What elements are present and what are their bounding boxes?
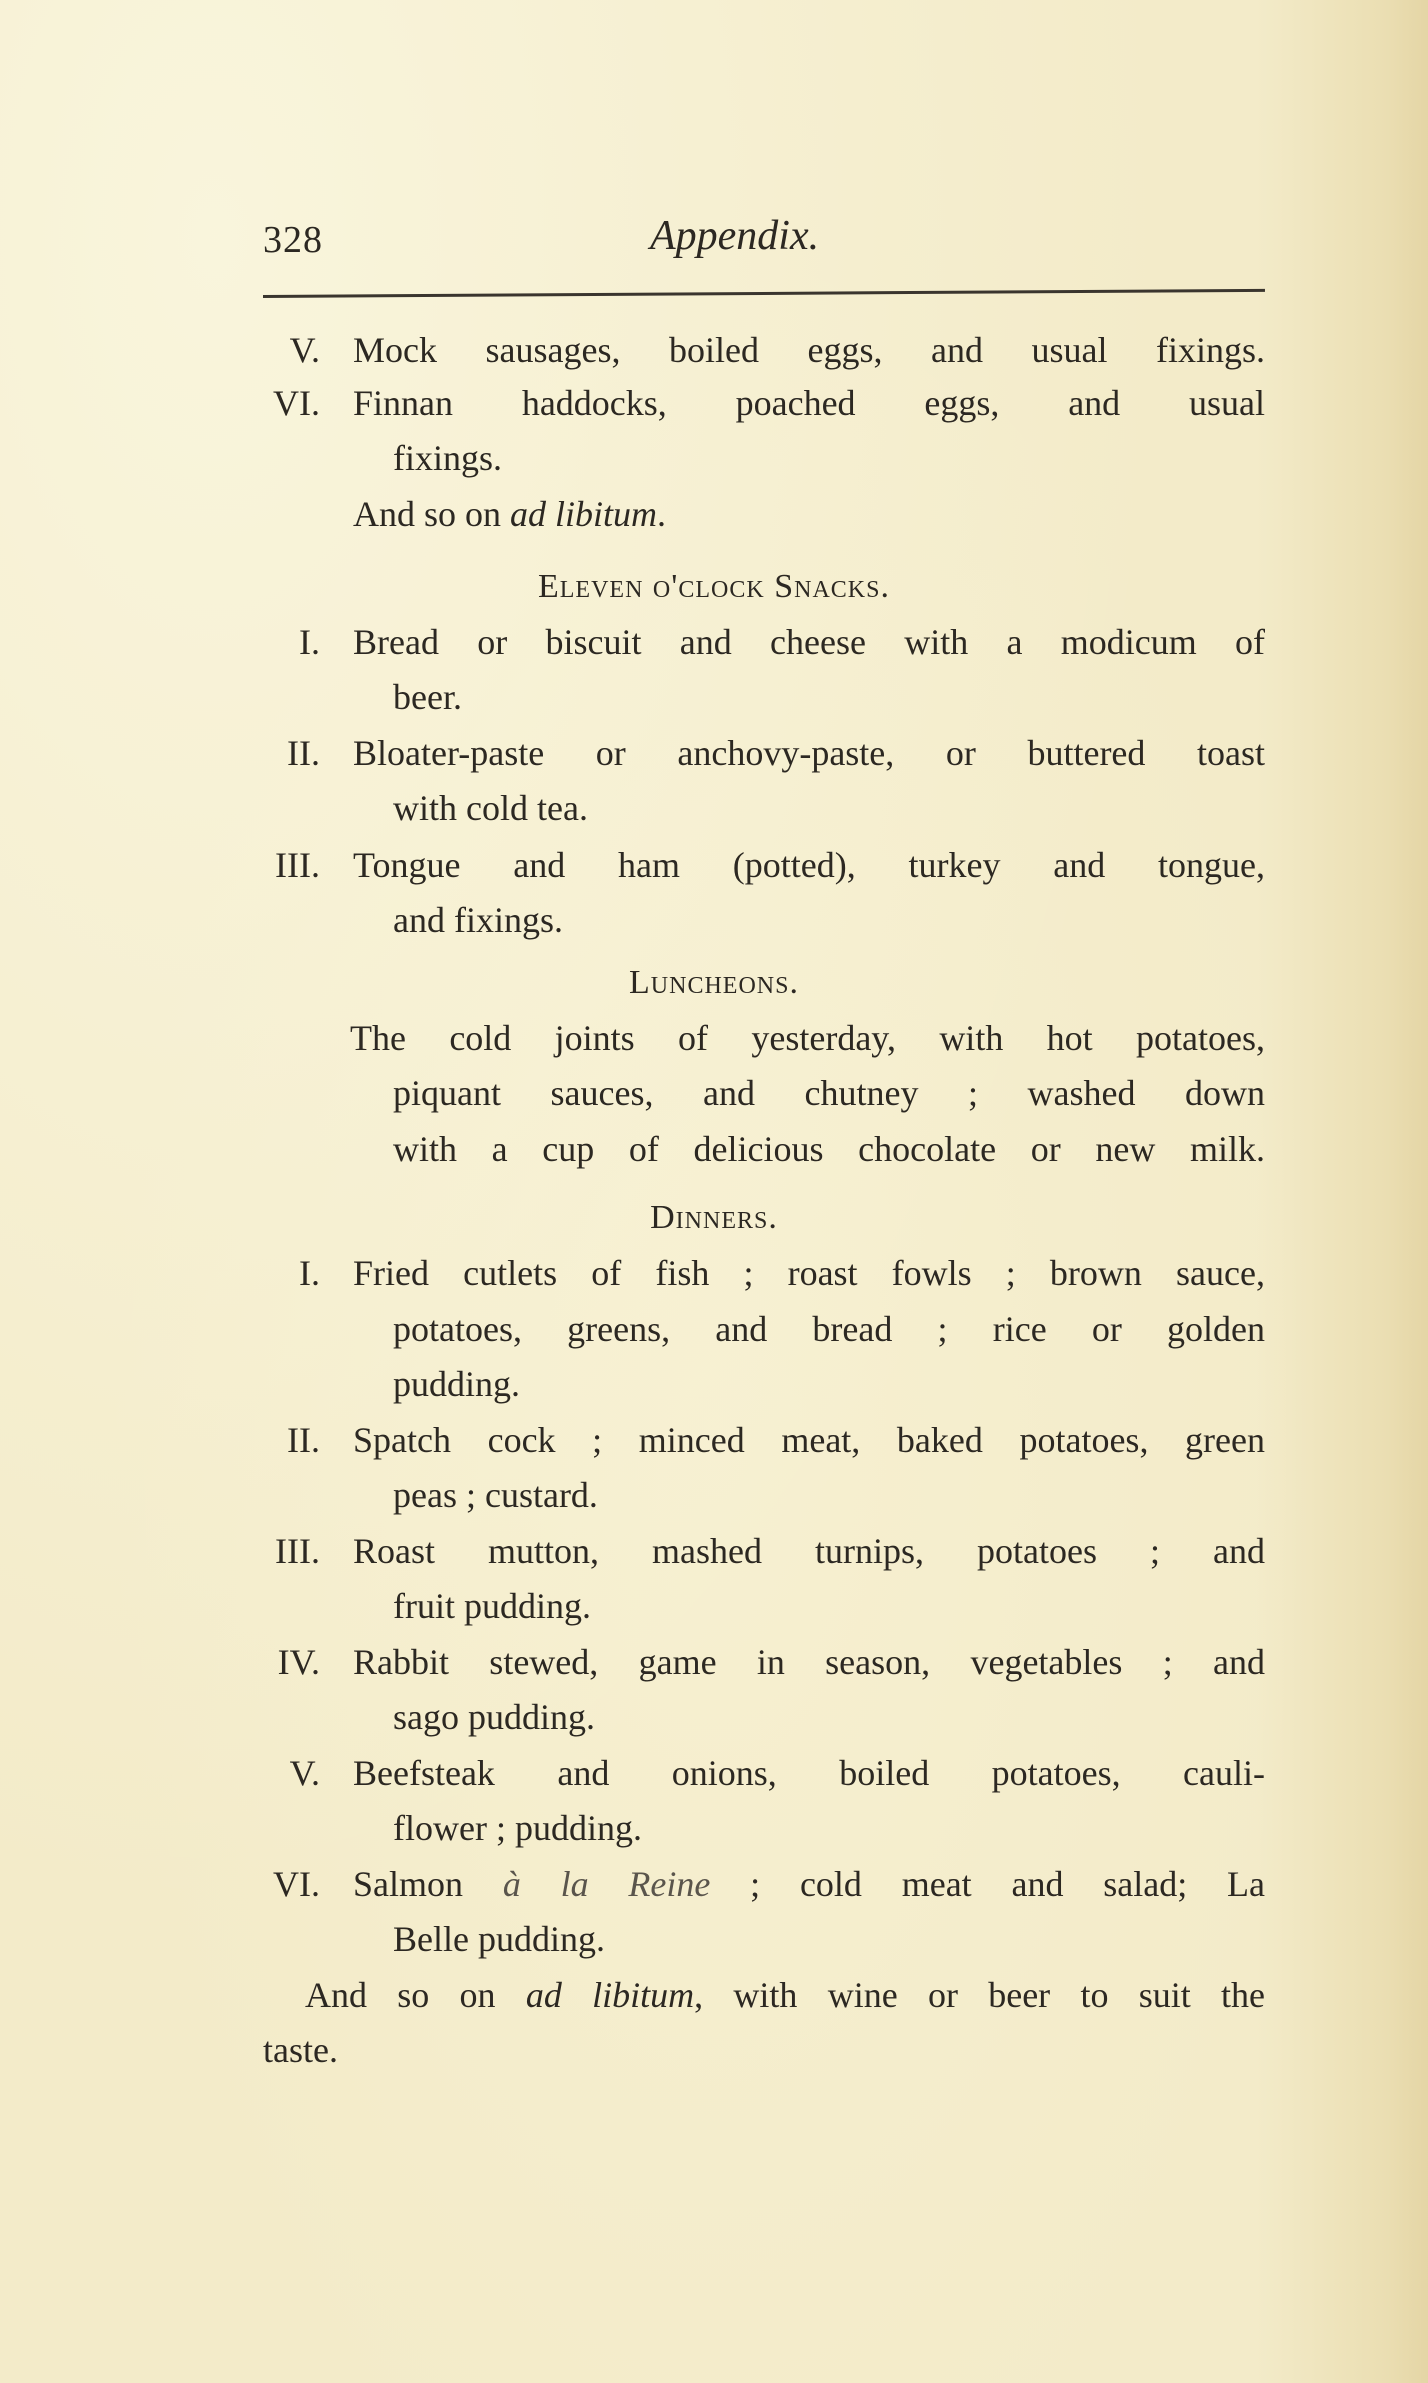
item-line: Beefsteak and onions, boiled potatoes, cauli- [353, 1753, 1265, 1793]
closing-text: And so on [305, 1975, 526, 2015]
item-numeral: II. [287, 1420, 320, 1460]
item-line: Roast mutton, mashed turnips, potatoes ; and [353, 1531, 1265, 1571]
item-numeral: I. [299, 1253, 320, 1293]
item-numeral: V. [289, 330, 320, 370]
closing-note [353, 494, 666, 534]
item-line: Belle pudding. [393, 1919, 605, 1959]
item-line: fruit pudding. [393, 1586, 591, 1626]
item-line: potatoes, greens, and bread ; rice or golden [393, 1309, 1265, 1349]
item-line: Mock sausages, boiled eggs, and usual fixings. [353, 330, 1265, 370]
item-italic: à la Reine [502, 1864, 711, 1904]
closing-suffix: , with wine or beer to suit the [694, 1975, 1265, 2015]
header-rule [263, 289, 1265, 298]
item-line: Tongue and ham (potted), turkey and tongue, [353, 845, 1265, 885]
item-line: beer. [393, 677, 462, 717]
item-line: Rabbit stewed, game in season, vegetables ; and [353, 1642, 1265, 1682]
item-numeral: II. [287, 733, 320, 773]
item-numeral: V. [289, 1753, 320, 1793]
closing-italic: ad libitum [525, 1975, 695, 2015]
section-heading-snacks: Eleven o'clock Snacks. [538, 568, 890, 605]
section-heading-luncheons: Luncheons. [629, 964, 799, 1001]
item-text: Salmon [353, 1864, 503, 1904]
item-numeral: III. [275, 1531, 320, 1571]
item-numeral: III. [275, 845, 320, 885]
item-numeral: I. [299, 622, 320, 662]
paragraph-line: The cold joints of yesterday, with hot potatoes, [350, 1018, 1265, 1058]
item-line: sago pudding. [393, 1697, 595, 1737]
item-line: fixings. [393, 438, 503, 478]
item-line: with cold tea. [393, 788, 588, 828]
section-heading-dinners: Dinners. [650, 1199, 778, 1236]
item-numeral: VI. [273, 383, 320, 423]
item-line: pudding. [393, 1364, 521, 1404]
closing-italic: ad libitum [510, 494, 658, 534]
item-line: peas ; custard. [393, 1475, 598, 1515]
closing-last-line: taste. [263, 2030, 338, 2070]
closing-text: And so on [353, 494, 511, 534]
item-text: ; cold meat and salad; La [710, 1864, 1265, 1904]
item-line: Finnan haddocks, poached eggs, and usual [353, 383, 1265, 423]
item-line: Spatch cock ; minced meat, baked potatoes, green [353, 1420, 1265, 1460]
paragraph-line: with a cup of delicious chocolate or new milk. [393, 1129, 1265, 1169]
closing-suffix: . [657, 494, 667, 534]
item-line [353, 1864, 1265, 1908]
item-line: and fixings. [393, 900, 563, 940]
running-title: Appendix. [650, 213, 820, 259]
item-numeral: IV. [277, 1642, 320, 1682]
closing-note [305, 1975, 1265, 2019]
paragraph-line: piquant sauces, and chutney ; washed down [393, 1073, 1265, 1113]
item-line: Bread or biscuit and cheese with a modicum of [353, 622, 1265, 662]
item-numeral: VI. [273, 1864, 320, 1904]
item-line: Bloater-paste or anchovy-paste, or buttered toast [353, 733, 1265, 773]
item-line: flower ; pudding. [393, 1808, 642, 1848]
item-line: Fried cutlets of fish ; roast fowls ; brown sauce, [353, 1253, 1265, 1293]
page-number: 328 [263, 219, 323, 261]
